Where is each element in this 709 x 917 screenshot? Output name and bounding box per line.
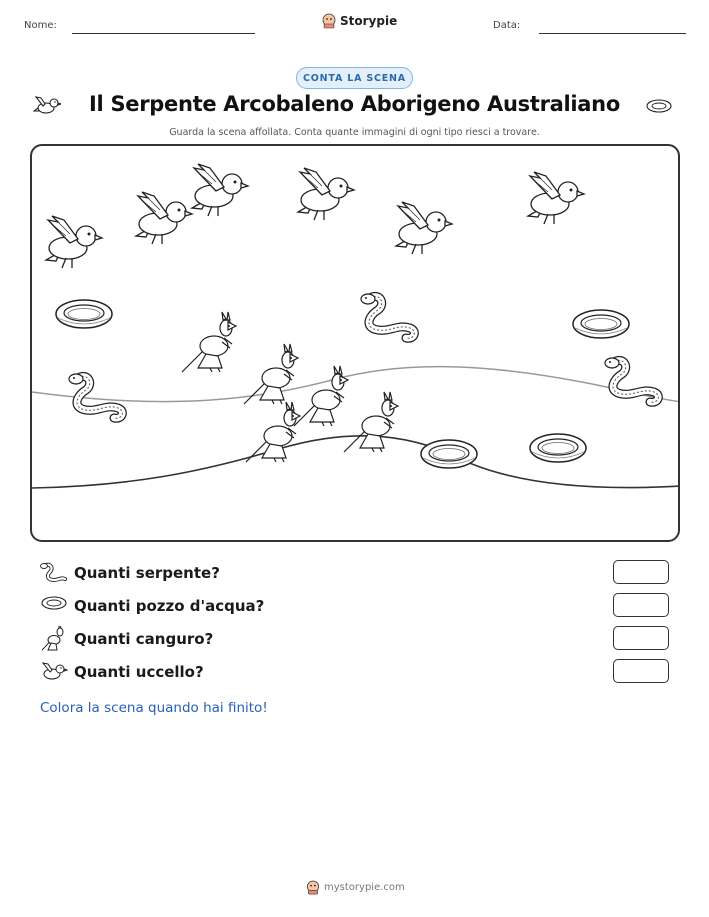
footer — [306, 880, 405, 895]
brand-logo — [322, 13, 397, 29]
scene-waterhole — [530, 434, 586, 462]
storypie-mascot-icon — [306, 880, 320, 895]
date-line[interactable] — [539, 33, 686, 34]
question-text: Quanti pozzo d'acqua? — [74, 597, 265, 615]
question-text: Quanti serpente? — [74, 564, 220, 582]
snake-icon — [40, 560, 68, 586]
scene-kangaroo — [294, 366, 348, 426]
kangaroo-icon — [40, 626, 68, 652]
scene-waterhole — [421, 440, 477, 468]
activity-badge: CONTA LA SCENA — [296, 67, 413, 89]
answer-box[interactable] — [613, 659, 669, 683]
waterhole-icon — [40, 593, 68, 619]
footer-site[interactable]: mystorypie.com — [324, 882, 405, 893]
answer-box[interactable] — [613, 560, 669, 584]
scene-bird — [136, 192, 192, 244]
name-label: Nome: — [24, 20, 57, 31]
name-line[interactable] — [72, 33, 255, 34]
scene-snake — [605, 358, 658, 402]
scene-illustration — [32, 146, 680, 542]
scene-kangaroo — [344, 392, 398, 452]
question-kangaroo — [40, 626, 670, 652]
coloring-note: Colora la scena quando hai finito! — [40, 700, 268, 716]
answer-box[interactable] — [613, 626, 669, 650]
question-bird — [40, 659, 670, 685]
scene-bird — [192, 164, 248, 216]
scene-kangaroo — [244, 344, 298, 404]
scene-bird — [396, 202, 452, 254]
question-waterhole — [40, 593, 670, 619]
scene-kangaroo — [182, 312, 236, 372]
scene-snake — [361, 294, 414, 338]
waterhole-icon — [646, 98, 672, 114]
scene-bird — [298, 168, 354, 220]
scene-snake — [69, 374, 122, 418]
instructions: Guarda la scena affollata. Conta quante immagini di ogni tipo riesci a trovare. — [169, 127, 540, 138]
page-title: Il Serpente Arcobaleno Aborigeno Australiano — [89, 92, 620, 116]
scene-waterhole — [56, 300, 112, 328]
scene-frame[interactable] — [30, 144, 680, 542]
question-text: Quanti canguro? — [74, 630, 214, 648]
date-label: Data: — [493, 20, 521, 31]
scene-bird — [528, 172, 584, 224]
question-snake — [40, 560, 670, 586]
answer-box[interactable] — [613, 593, 669, 617]
question-text: Quanti uccello? — [74, 663, 204, 681]
storypie-mascot-icon — [322, 13, 336, 29]
bird-icon — [40, 659, 68, 685]
scene-bird — [46, 216, 102, 268]
scene-waterhole — [573, 310, 629, 338]
scene-kangaroo — [246, 402, 300, 462]
brand-name: Storypie — [340, 14, 398, 28]
